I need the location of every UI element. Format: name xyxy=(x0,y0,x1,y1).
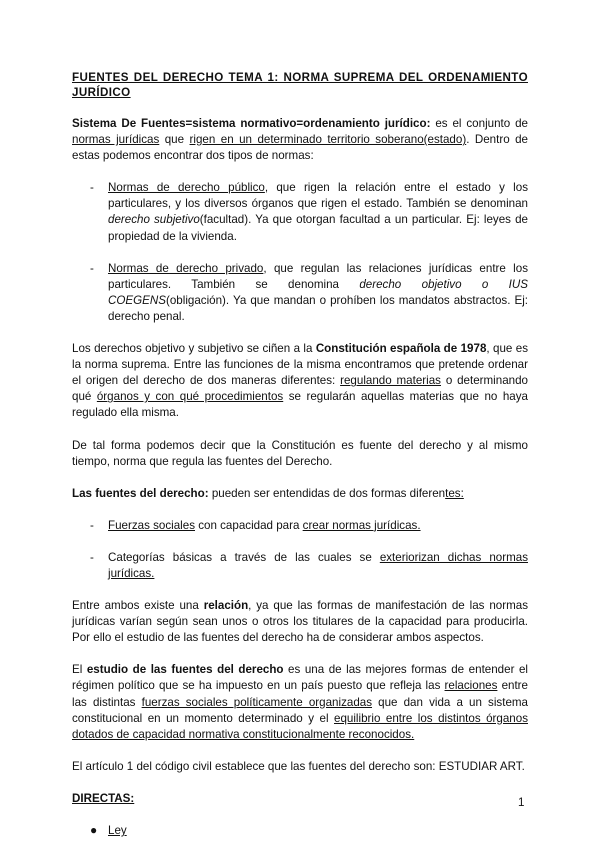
text-run: , que regulan las relaciones jurídicas entre los particulares. También se denomina xyxy=(108,261,528,291)
text-run: o determinando qué xyxy=(72,374,528,404)
text-run: , ya que las formas de manifestación de las normas jurídicas varían según sean unos o otros los titulares de la capacidad para producirla. Por ello el estudio de las fuentes del derecho ha de considerar ambos aspectos. xyxy=(72,599,528,645)
page-number: 1 xyxy=(518,796,525,809)
underlined-crear-normas: crear normas jurídicas. xyxy=(302,518,421,532)
text-run: entre las distintas xyxy=(72,679,528,709)
underlined-equilibrio: equilibrio entre los distintos órganos dotados de capacidad normativa constitucionalmente reconocidos. xyxy=(72,711,528,741)
dash-marker: - xyxy=(90,550,94,564)
text-run: , que rigen la relación entre el estado y los particulares, y los diversos órganos que rigen el estado. También se denominan xyxy=(108,181,528,211)
heading-directas: DIRECTAS: xyxy=(72,791,135,805)
paragraph-fuente-del-derecho: De tal forma podemos decir que la Constitución es fuente del derecho y al mismo tiempo, norma que regula las fuentes del Derecho. xyxy=(72,438,528,468)
italic-derecho-objetivo: derecho objetivo o IUS COEGENS xyxy=(108,277,529,307)
underlined-territorio: rigen en un determinado territorio soberano(estado) xyxy=(189,133,467,147)
underlined-regulando-materias: regulando materias xyxy=(340,374,441,388)
document-page xyxy=(72,71,528,839)
dash-marker: - xyxy=(90,261,94,275)
paragraph-constitucion xyxy=(72,341,528,421)
text-run: es una de las mejores formas de entender el régimen político que se ha impuesto en un país puesto que refleja las xyxy=(72,663,529,693)
dash-marker: - xyxy=(90,518,94,532)
document-title: FUENTES DEL DERECHO TEMA 1: NORMA SUPREMA DEL ORDENAMIENTO JURÍDICO xyxy=(72,71,528,99)
list-item-derecho-publico xyxy=(72,180,528,244)
text-run: pueden ser entendidas de dos formas diferen xyxy=(208,486,446,500)
underlined-fuerzas-sociales: Fuerzas sociales xyxy=(108,518,195,532)
list-item-categorias xyxy=(72,550,528,582)
underlined-organos: órganos y con qué procedimientos xyxy=(96,390,284,404)
underlined-exteriorizan: exteriorizan dichas normas jurídicas. xyxy=(108,550,528,580)
underlined-normas-juridicas: normas jurídicas xyxy=(72,133,160,147)
paragraph-estudio xyxy=(72,662,528,742)
list-item-fuerzas-sociales xyxy=(72,518,528,534)
paragraph-sistema-de-fuentes xyxy=(72,116,528,164)
text-run: El xyxy=(72,663,87,677)
bullet-icon: ● xyxy=(90,823,98,837)
bold-constitucion: Constitución española de 1978 xyxy=(315,342,487,356)
text-run: que dan vida a un sistema constitucional en un momento determinado y el xyxy=(72,695,528,725)
text-run: (facultad). Ya que otorgan facultad a un particular. Ej: leyes de propiedad de la vivienda. xyxy=(108,213,528,243)
bold-las-fuentes: Las fuentes del derecho: xyxy=(72,486,209,500)
list-item-ley xyxy=(72,823,528,839)
underlined-ley: Ley xyxy=(108,824,127,837)
text-run: Los derechos objetivo y subjetivo se ciñen a la xyxy=(72,342,316,356)
underlined-derecho-privado: Normas de derecho privado xyxy=(108,261,264,275)
italic-derecho-subjetivo: derecho subjetivo xyxy=(108,213,200,227)
bold-estudio: estudio de las fuentes del derecho xyxy=(86,663,284,677)
text-run: es el conjunto de xyxy=(430,117,528,130)
underlined-relaciones: relaciones xyxy=(444,679,498,693)
dash-marker: - xyxy=(90,181,94,195)
term-sistema-de-fuentes: Sistema De Fuentes=sistema normativo=ordenamiento jurídico: xyxy=(72,117,431,130)
bold-relacion: relación xyxy=(203,599,249,613)
text-run: que xyxy=(159,133,190,147)
paragraph-las-fuentes xyxy=(72,486,528,502)
text-run: Categorías básicas a través de las cuales se xyxy=(108,550,380,564)
text-run: (obligación). Ya que mandan o prohíben los mandatos abstractos. Ej: derecho penal. xyxy=(108,293,528,323)
text-run: con capacidad para xyxy=(195,518,303,532)
list-item-derecho-privado xyxy=(72,261,528,325)
text-run: . Dentro de estas podemos encontrar dos tipos de normas: xyxy=(72,133,528,163)
text-run: se regularán aquellas materias que no haya regulado ella misma. xyxy=(72,390,528,420)
text-run: , que es la norma suprema. Entre las funciones de la misma encontramos que pretende ordenar el origen del derecho de dos maneras diferentes: xyxy=(72,342,528,388)
paragraph-relacion xyxy=(72,598,528,646)
paragraph-articulo-1: El artículo 1 del código civil establece que las fuentes del derecho son: ESTUDIAR ART. xyxy=(72,759,525,773)
underlined-derecho-publico: Normas de derecho público xyxy=(108,181,265,195)
underlined-fuerzas-politicas: fuerzas sociales políticamente organizadas xyxy=(141,695,373,709)
underlined-tes: tes: xyxy=(445,486,464,500)
text-run: Entre ambos existe una xyxy=(72,599,204,613)
